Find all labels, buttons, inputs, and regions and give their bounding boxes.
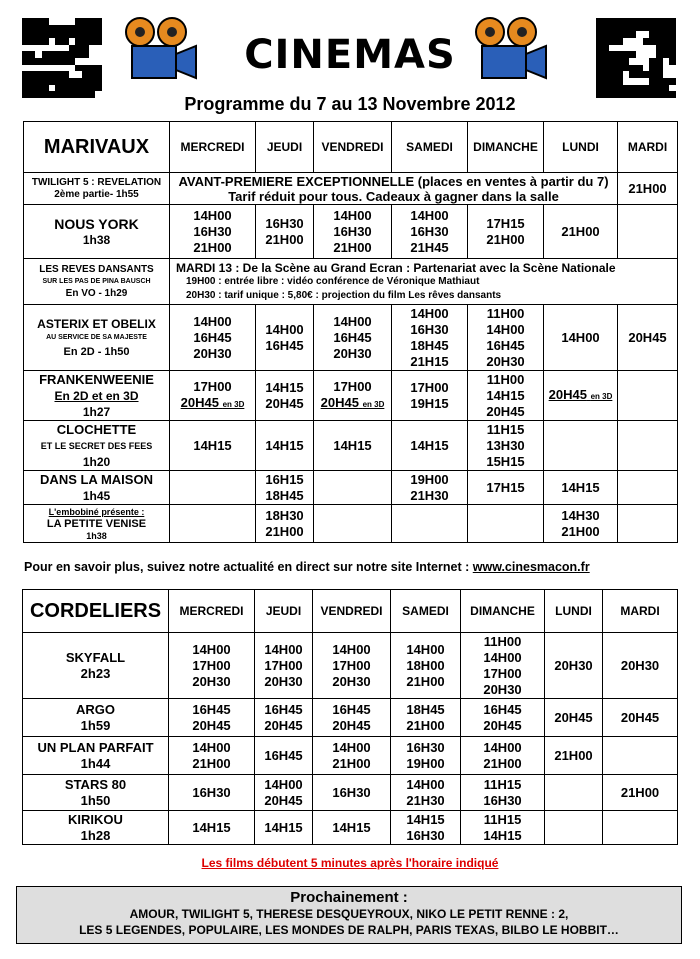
film-row (24, 205, 678, 259)
showtime-cell (603, 737, 678, 775)
showtime-cell (170, 505, 256, 543)
cordeliers-schedule-table (22, 589, 678, 845)
day-header: MARDI (618, 122, 678, 173)
film-row (24, 505, 678, 543)
day-header: MARDI (603, 590, 678, 633)
website-link[interactable]: www.cinesmacon.fr (472, 560, 590, 574)
day-header: DIMANCHE (461, 590, 545, 633)
coming-soon-heading: Prochainement : (290, 889, 408, 906)
showtime-cell: 14H00 17H00 20H30 (255, 633, 313, 699)
day-header: LUNDI (544, 122, 618, 173)
showtime-cell: 20H45 (545, 699, 603, 737)
showtime-cell: 11H00 14H15 20H45 (468, 371, 544, 421)
showtime-cell: 20H45 (618, 305, 678, 371)
film-title: CLOCHETTE ET LE SECRET DES FEES 1h20 (24, 421, 170, 471)
showtime-cell: 11H15 14H15 (461, 811, 545, 845)
day-header: VENDREDI (313, 590, 391, 633)
table-header-row (23, 590, 678, 633)
page-title: CINEMAS (244, 32, 456, 78)
showtime-cell: 14H15 (313, 811, 391, 845)
showtime-cell: 18H45 21H00 (391, 699, 461, 737)
showtime-cell: 14H15 (169, 811, 255, 845)
film-title: L'embobiné présente : LA PETITE VENISE 1h38 (24, 505, 170, 543)
showtime-cell: 14H00 18H00 21H00 (391, 633, 461, 699)
cinema-name: MARIVAUX (24, 122, 170, 173)
showtime-cell: 16H30 (169, 775, 255, 811)
showtime-cell (468, 505, 544, 543)
film-title: DANS LA MAISON 1h45 (24, 471, 170, 505)
film-row (24, 173, 678, 205)
film-notice: AVANT-PREMIERE EXCEPTIONNELLE (places en ventes à partir du 7) Tarif réduit pour tous. Cadeaux à gagner dans la salle (170, 173, 618, 205)
showtime-cell: 21H00 (545, 737, 603, 775)
showtime-cell: 20H45 en 3D (544, 371, 618, 421)
showtime-cell (618, 471, 678, 505)
showtime-cell (314, 471, 392, 505)
showtime-cell: 14H00 16H30 21H45 (392, 205, 468, 259)
film-notice: MARDI 13 : De la Scène au Grand Ecran : Partenariat avec la Scène Nationale 19H00 : entrée libre : vidéo conférence de Véronique Mathiaut 20H30 : tarif unique : 5,80€ : projection du film Les rêves dansants (170, 259, 678, 305)
showtime-cell: 14H00 (544, 305, 618, 371)
day-header: SAMEDI (391, 590, 461, 633)
showtime-cell: 14H00 21H30 (391, 775, 461, 811)
film-row (23, 775, 678, 811)
showtime-cell: 14H00 16H45 20H30 (314, 305, 392, 371)
showtime-cell: 14H15 (170, 421, 256, 471)
showtime-cell: 17H15 21H00 (468, 205, 544, 259)
showtime-cell: 14H15 (256, 421, 314, 471)
showtime-cell: 21H00 (618, 173, 678, 205)
film-row (23, 811, 678, 845)
film-row (24, 259, 678, 305)
showtime-cell: 17H15 (468, 471, 544, 505)
showtime-cell: 16H45 20H45 (169, 699, 255, 737)
showtime-cell: 11H15 13H30 15H15 (468, 421, 544, 471)
film-title: LES REVES DANSANTS SUR LES PAS DE PINA BAUSCH En VO - 1h29 (24, 259, 170, 305)
showtime-cell: 16H45 20H45 (461, 699, 545, 737)
film-title: ARGO 1h59 (23, 699, 169, 737)
showtime-cell: 14H15 (314, 421, 392, 471)
showtime-cell: 14H15 (544, 471, 618, 505)
showtime-cell: 11H15 16H30 (461, 775, 545, 811)
film-title: KIRIKOU 1h28 (23, 811, 169, 845)
showtime-cell: 20H45 (603, 699, 678, 737)
showtime-cell: 17H00 20H45 en 3D (170, 371, 256, 421)
day-header: JEUDI (255, 590, 313, 633)
showtime-cell: 16H15 18H45 (256, 471, 314, 505)
showtime-cell: 20H30 (603, 633, 678, 699)
showtime-cell: 14H00 16H30 21H00 (314, 205, 392, 259)
showtime-cell: 17H00 20H45 en 3D (314, 371, 392, 421)
film-row (24, 471, 678, 505)
day-header: MERCREDI (170, 122, 256, 173)
film-title: UN PLAN PARFAIT 1h44 (23, 737, 169, 775)
film-title: SKYFALL 2h23 (23, 633, 169, 699)
showtime-cell: 20H30 (545, 633, 603, 699)
showtime-cell: 14H15 (255, 811, 313, 845)
day-header: SAMEDI (392, 122, 468, 173)
start-time-notice: Les films débutent 5 minutes après l'horaire indiqué (201, 856, 499, 870)
film-row (24, 421, 678, 471)
day-header: JEUDI (256, 122, 314, 173)
showtime-cell: 14H00 17H00 20H30 (169, 633, 255, 699)
showtime-cell: 11H00 14H00 16H45 20H30 (468, 305, 544, 371)
film-row (24, 305, 678, 371)
showtime-cell: 14H00 16H30 18H45 21H15 (392, 305, 468, 371)
film-row (23, 633, 678, 699)
programme-dates: Programme du 7 au 13 Novembre 2012 (184, 94, 516, 114)
marivaux-schedule-table (23, 121, 678, 543)
showtime-cell (603, 811, 678, 845)
showtime-cell: 18H30 21H00 (256, 505, 314, 543)
film-title: STARS 80 1h50 (23, 775, 169, 811)
film-title: ASTERIX ET OBELIX AU SERVICE DE SA MAJESTE En 2D - 1h50 (24, 305, 170, 371)
website-info: Pour en savoir plus, suivez notre actualité en direct sur notre site Internet : www.cinesmacon.fr (24, 560, 590, 574)
film-title: TWILIGHT 5 : REVELATION 2ème partie- 1h55 (24, 173, 170, 205)
showtime-cell: 16H45 20H45 (255, 699, 313, 737)
showtime-cell: 14H00 16H45 (256, 305, 314, 371)
showtime-cell: 17H00 19H15 (392, 371, 468, 421)
film-row (23, 737, 678, 775)
showtime-cell (545, 811, 603, 845)
showtime-cell (314, 505, 392, 543)
showtime-cell (618, 505, 678, 543)
film-title: FRANKENWEENIE En 2D et en 3D 1h27 (24, 371, 170, 421)
showtime-cell: 21H00 (544, 205, 618, 259)
showtime-cell (544, 421, 618, 471)
film-row (24, 371, 678, 421)
coming-soon-box (16, 886, 682, 944)
showtime-cell: 16H30 21H00 (256, 205, 314, 259)
showtime-cell (545, 775, 603, 811)
film-title: NOUS YORK 1h38 (24, 205, 170, 259)
table-header-row (24, 122, 678, 173)
film-row (23, 699, 678, 737)
showtime-cell: 16H30 19H00 (391, 737, 461, 775)
coming-soon-line: LES 5 LEGENDES, POPULAIRE, LES MONDES DE RALPH, PARIS TEXAS, BILBO LE HOBBIT… (79, 923, 619, 937)
showtime-cell: 14H00 16H30 21H00 (170, 205, 256, 259)
showtime-cell: 16H30 (313, 775, 391, 811)
coming-soon-line: AMOUR, TWILIGHT 5, THERESE DESQUEYROUX, NIKO LE PETIT RENNE : 2, (129, 907, 569, 921)
showtime-cell: 11H00 14H00 17H00 20H30 (461, 633, 545, 699)
showtime-cell: 14H00 20H45 (255, 775, 313, 811)
showtime-cell: 21H00 (603, 775, 678, 811)
showtime-cell (392, 505, 468, 543)
showtime-cell: 14H30 21H00 (544, 505, 618, 543)
showtime-cell: 19H00 21H30 (392, 471, 468, 505)
showtime-cell: 14H00 17H00 20H30 (313, 633, 391, 699)
showtime-cell: 14H00 16H45 20H30 (170, 305, 256, 371)
showtime-cell (618, 421, 678, 471)
day-header: DIMANCHE (468, 122, 544, 173)
showtime-cell (618, 205, 678, 259)
showtime-cell: 16H45 (255, 737, 313, 775)
showtime-cell: 14H00 21H00 (313, 737, 391, 775)
cinema-name: CORDELIERS (23, 590, 169, 633)
showtime-cell: 14H00 21H00 (169, 737, 255, 775)
day-header: VENDREDI (314, 122, 392, 173)
day-header: LUNDI (545, 590, 603, 633)
showtime-cell: 16H45 20H45 (313, 699, 391, 737)
showtime-cell: 14H15 16H30 (391, 811, 461, 845)
showtime-cell (170, 471, 256, 505)
showtime-cell (618, 371, 678, 421)
showtime-cell: 14H15 20H45 (256, 371, 314, 421)
day-header: MERCREDI (169, 590, 255, 633)
showtime-cell: 14H00 21H00 (461, 737, 545, 775)
showtime-cell: 14H15 (392, 421, 468, 471)
